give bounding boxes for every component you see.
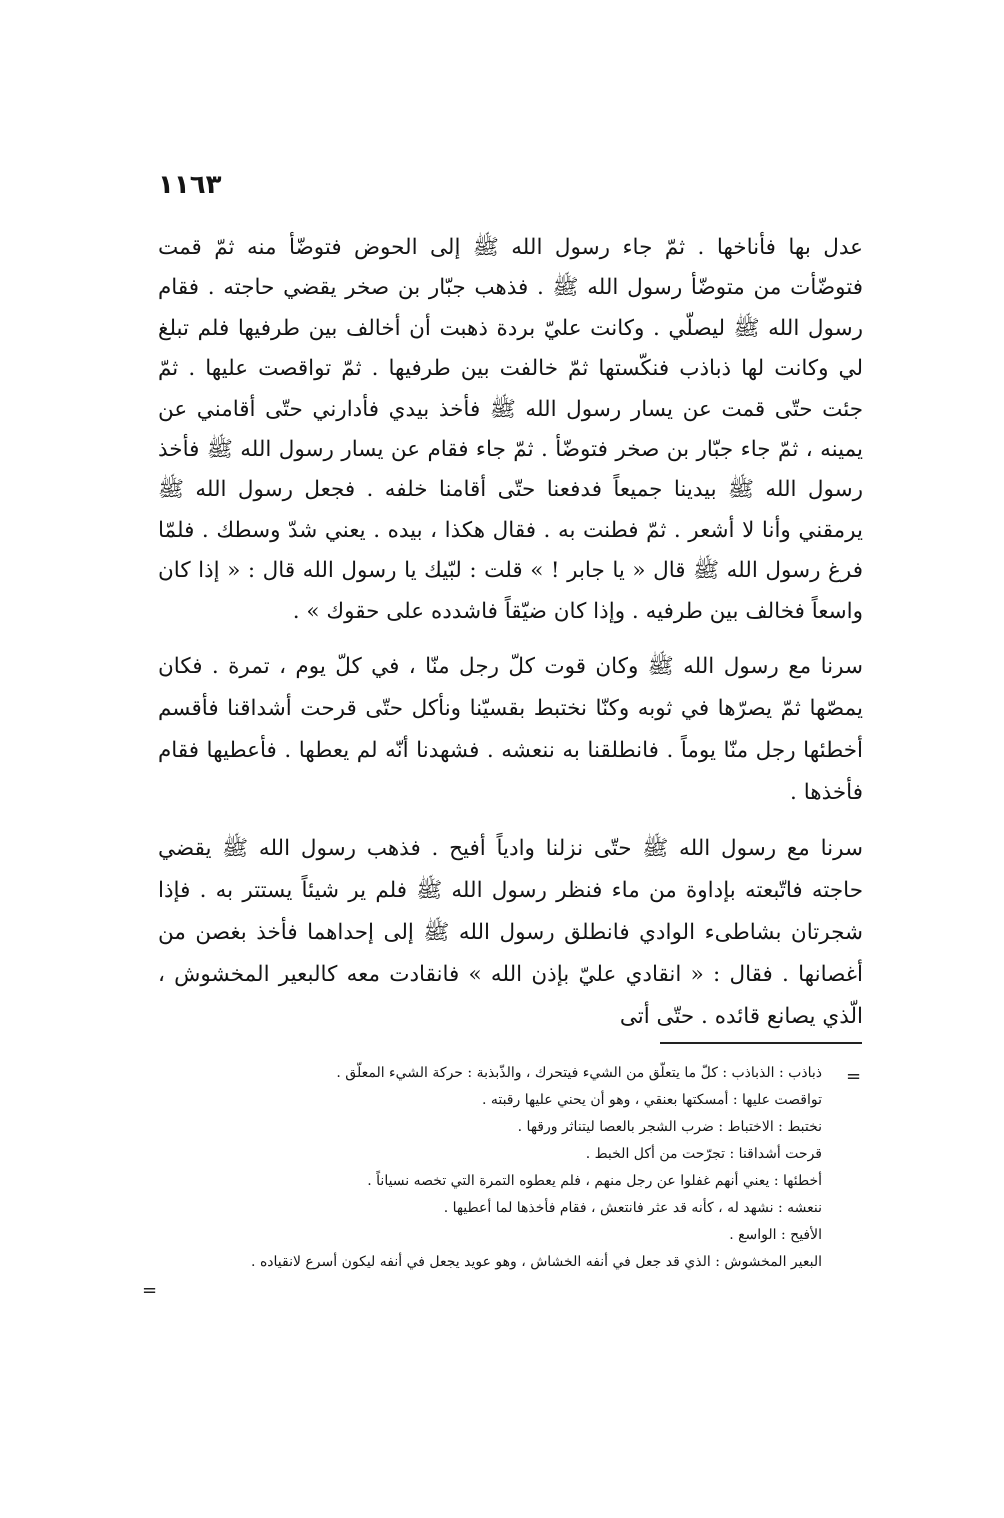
footnote-item: الأفيح : الواسع .: [729, 1227, 822, 1243]
page-number: ١١٦٣: [158, 170, 222, 200]
footnote-separator: [660, 1042, 862, 1044]
footnote-continuation-marker: =: [142, 1280, 158, 1301]
footnote-item: أخطئها : يعني أنهم غفلوا عن رجل منهم ، فلم يعطوه التمرة التي تخصه نسياناً .: [367, 1173, 822, 1189]
footnote-continuation-marker: =: [846, 1066, 862, 1087]
footnote-item: نختبط : الاختباط : ضرب الشجر بالعصا ليتناثر ورقها .: [517, 1119, 822, 1135]
footnote-item: البعير المخشوش : الذي قد جعل في أنفه الخشاش ، وهو عويد يجعل في أنفه ليكون أسرع لانقياده .: [251, 1254, 822, 1270]
main-text-body: [158, 228, 863, 1038]
footnote-item: ذباذب : الذباذب : كلّ ما يتعلّق من الشيء فيتحرك ، والذّبذبة : حركة الشيء المعلّق .: [336, 1065, 822, 1081]
paragraph: سرنا مع رسول الله ﷺ وكان قوت كلّ رجل منّا ، في كلّ يوم ، تمرة . فكان يمصّها ثمّ يصرّها في ثوبه وكنّا نختبط بقسيّنا ونأكل حتّى قرحت أشداقنا فأقسم أخطئها رجل منّا يوماً . فانطلقنا به ننعشه . فشهدنا أنّه لم يعطها . فأعطيها فقام فأخذها .: [158, 654, 863, 806]
footnote-item: تواقصت عليها : أمسكتها بعنقي ، وهو أن يحني عليها رقبته .: [481, 1092, 822, 1108]
paragraph: عدل بها فأناخها . ثمّ جاء رسول الله ﷺ إلى الحوض فتوضّأ منه ثمّ قمت فتوضّأت من متوضّأ رسول الله ﷺ . فذهب جبّار بن صخر يقضي حاجته . فقام رسول الله ﷺ ليصلّي . وكانت عليّ بردة ذهبت أن أخالف بين طرفيها فلم تبلغ لي وكانت لها ذباذب فنكّستها ثمّ خالفت بين طرفيها . ثمّ تواقصت عليها . ثمّ جئت حتّى قمت عن يسار رسول الله ﷺ فأخذ بيدي فأدارني حتّى أقامني عن يمينه ، ثمّ جاء جبّار بن صخر فتوضّأ . ثمّ جاء فقام عن يسار رسول الله ﷺ فأخذ رسول الله ﷺ بيدينا جميعاً فدفعنا حتّى أقامنا خلفه . فجعل رسول الله ﷺ يرمقني وأنا لا أشعر . ثمّ فطنت به . فقال هكذا ، بيده . يعني شدّ وسطك . فلمّا فرغ رسول الله ﷺ قال « يا جابر ! » قلت : لبّيك يا رسول الله قال : « إذا كان واسعاً فخالف بين طرفيه . وإذا كان ضيّقاً فاشدده على حقوك » .: [158, 235, 863, 624]
footnote-item: ننعشه : نشهد له ، كأنه قد عثر فانتعش ، فقام فأخذها لما أعطيها .: [443, 1200, 822, 1216]
footnote-item: قرحت أشداقنا : تجرّحت من أكل الخبط .: [585, 1146, 822, 1162]
footnotes: [170, 1060, 822, 1276]
paragraph: سرنا مع رسول الله ﷺ حتّى نزلنا وادياً أفيح . فذهب رسول الله ﷺ يقضي حاجته فاتّبعته بإداوة من ماء فنظر رسول الله ﷺ فلم ير شيئاً يستتر به . فإذا شجرتان بشاطىء الوادي فانطلق رسول الله ﷺ إلى إحداهما فأخذ بغصن من أغصانها . فقال : « انقادي عليّ بإذن الله » فانقادت معه كالبعير المخشوش ، الّذي يصانع قائده . حتّى أتى: [158, 836, 863, 1030]
